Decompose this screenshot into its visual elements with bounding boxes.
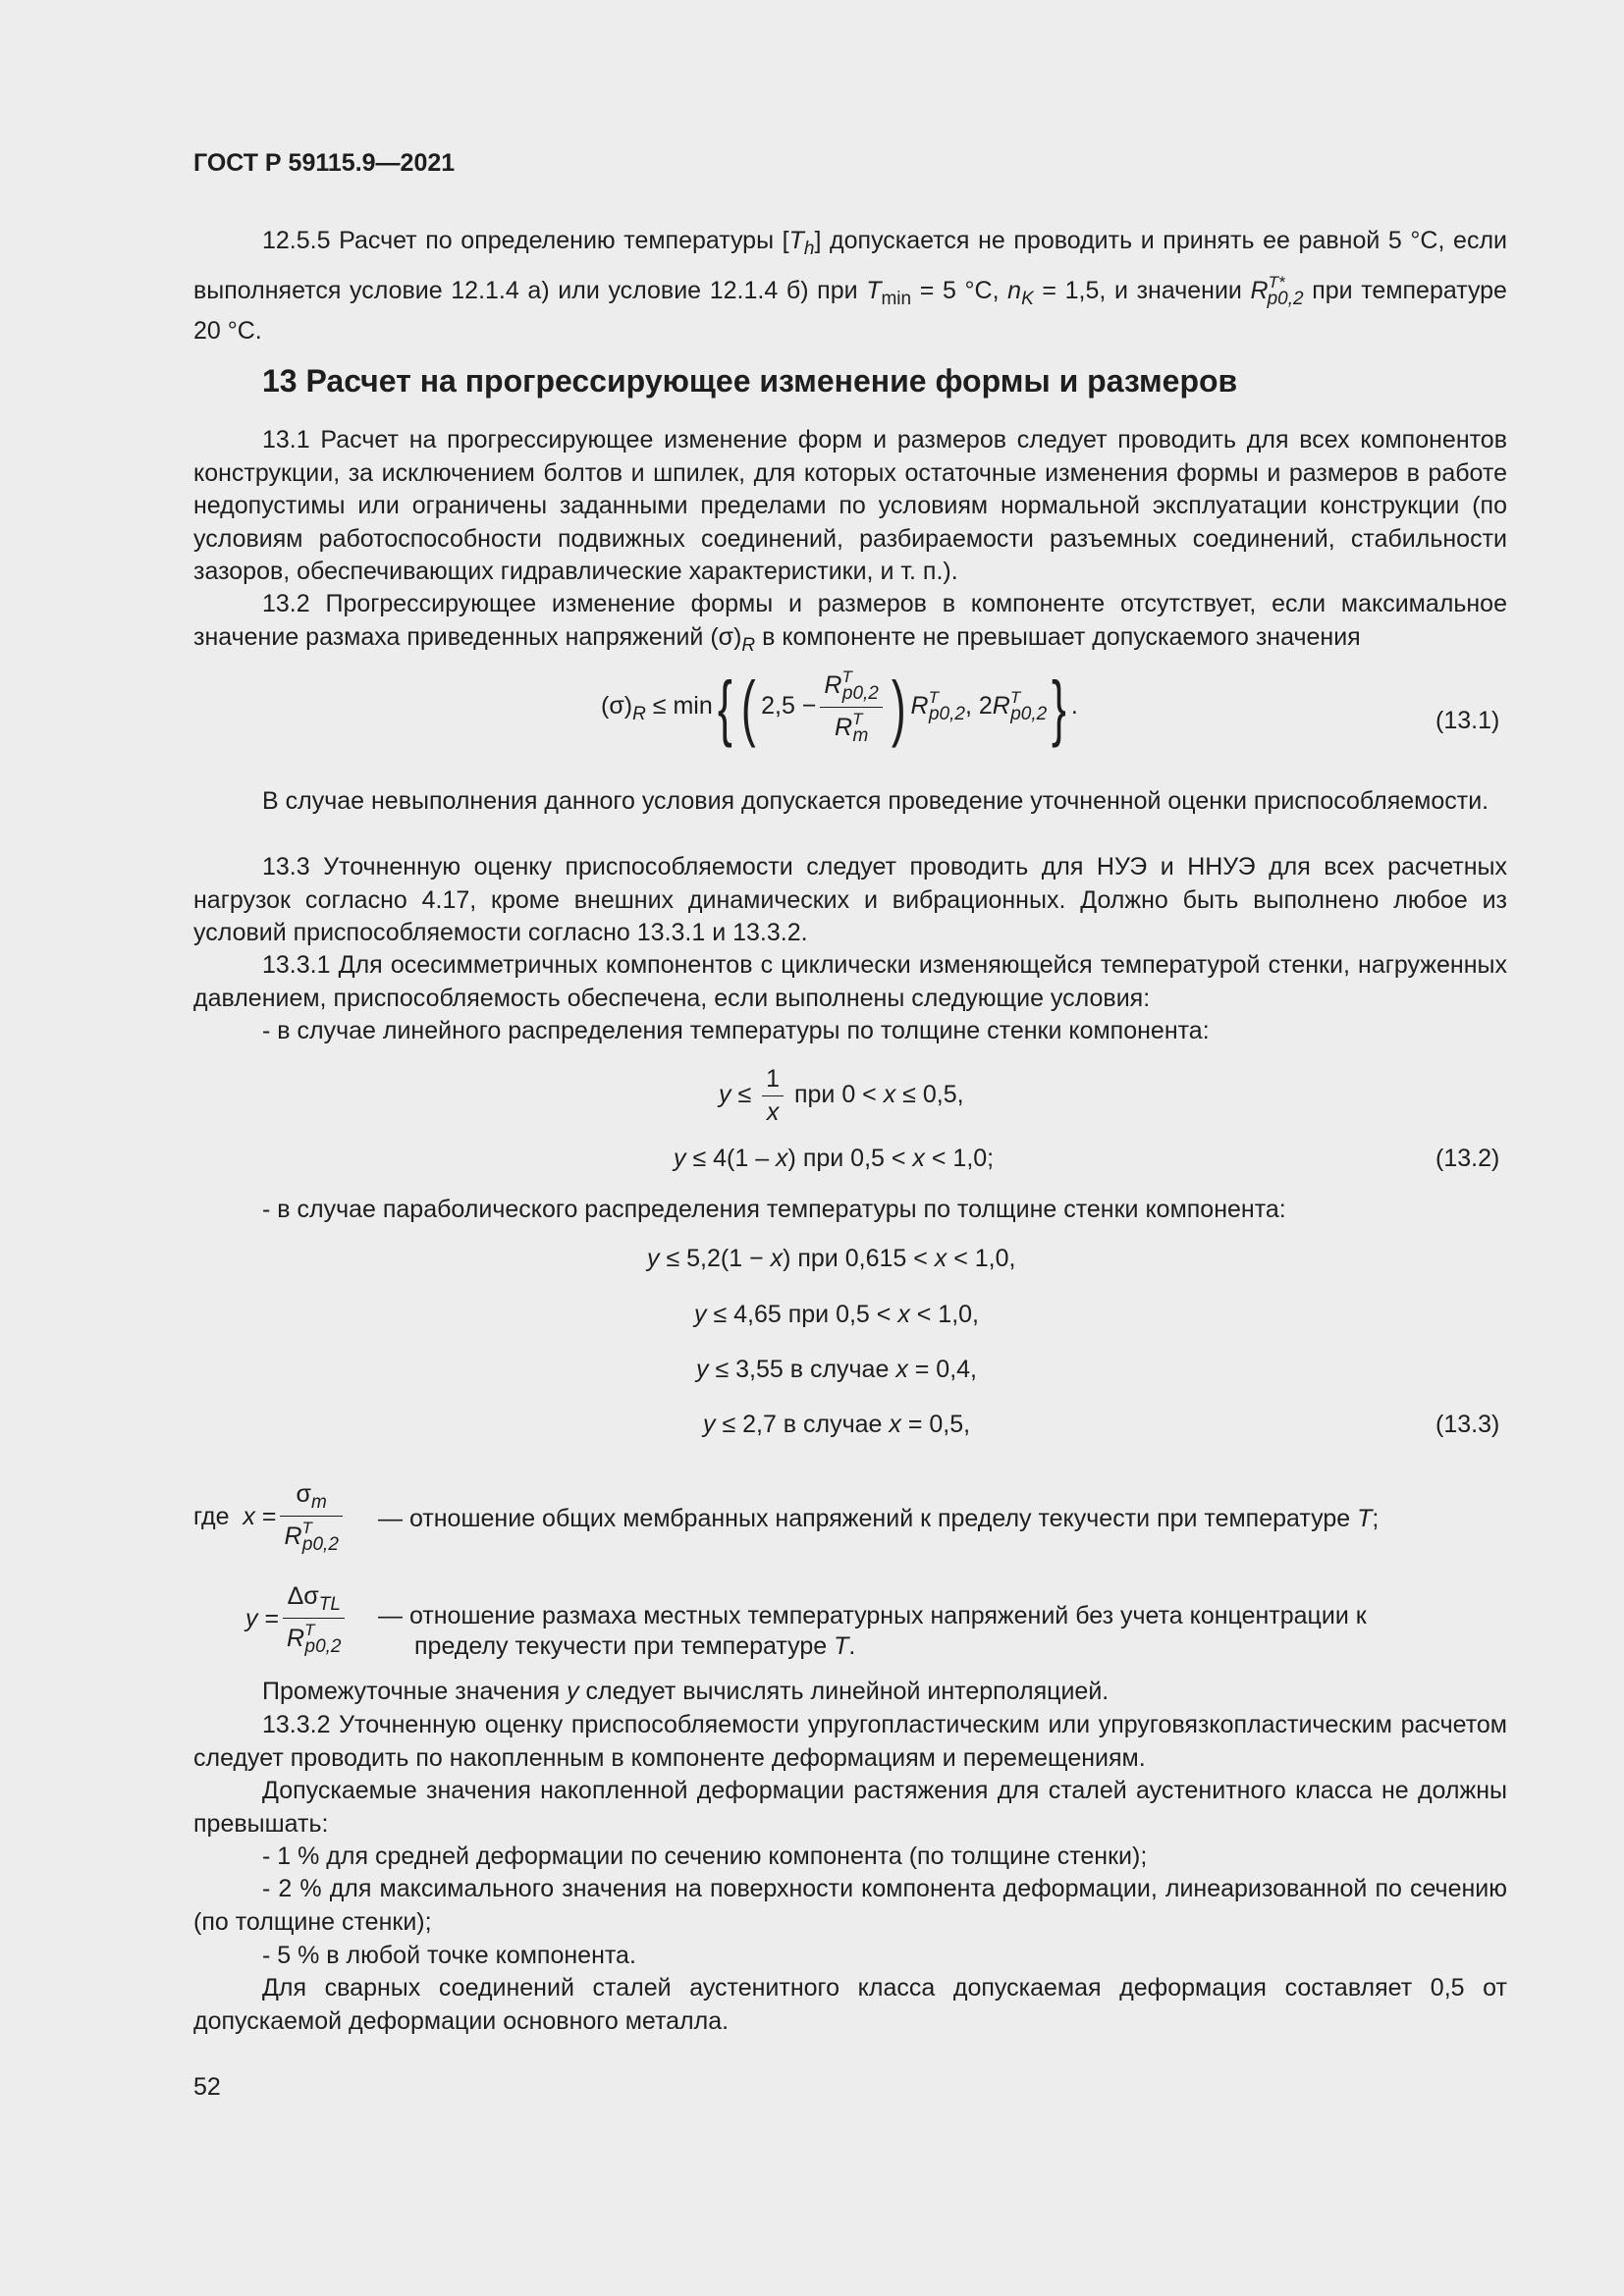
paragraph-13-3-2: 13.3.2 Уточненную оценку приспособляемости упругопластическим или упруговязкопластическим расчетом следует проводить по накопленным в компоненте деформациям и перемещениям.	[193, 1711, 1507, 1772]
eq-lhs: (σ)	[601, 692, 633, 721]
list-item: - 2 % для максимального значения на поверхности компонента деформации, линеаризованной по сечению (по толщине стенки);	[193, 1875, 1507, 1936]
equation-number-13-3: (13.3)	[1435, 1411, 1500, 1438]
var: n	[1007, 276, 1022, 304]
sub: h	[803, 239, 815, 259]
sup: T*	[1268, 272, 1285, 292]
equation-number-13-2: (13.2)	[1435, 1145, 1500, 1172]
text: < 1,0,	[909, 1301, 980, 1328]
var: R	[1250, 276, 1269, 304]
paragraph-allowable: Допускаемые значения накопленной деформации растяжения для сталей аустенитного класса не должны превышать:	[193, 1777, 1507, 1838]
text: 13.2 Прогрессирующее изменение формы и размеров в компоненте отсутствует, если максимальное значение размаха приведенных напряжений (σ)	[193, 590, 1507, 651]
sub: p0,2	[841, 683, 879, 704]
eq-const: 2,5 −	[761, 692, 817, 721]
var: y	[696, 1356, 709, 1383]
equation-13-2-line-2	[674, 1145, 994, 1173]
text: = 1,5, и значении	[1033, 276, 1251, 304]
var: x	[776, 1145, 788, 1172]
equation-13-2-line-1	[719, 1065, 964, 1127]
sub: R	[741, 634, 756, 656]
where-word: где	[193, 1503, 230, 1531]
equation-13-1	[601, 667, 1078, 747]
list-item-parabolic: - в случае параболического распределения температуры по толщине стенки компонента:	[262, 1196, 1286, 1223]
page-number: 52	[193, 2073, 221, 2101]
text: < 1,0;	[924, 1145, 995, 1172]
text: ≤ 0,5,	[895, 1081, 964, 1109]
var: R	[992, 692, 1010, 721]
equation-13-3-line-2	[694, 1301, 979, 1329]
text: при 0 <	[787, 1081, 884, 1109]
equation-13-3-line-3	[696, 1356, 977, 1384]
text: при температуре 20 °С.	[193, 276, 1507, 345]
eq-end: .	[1070, 692, 1078, 721]
sup: T	[841, 667, 852, 686]
sup: T	[1009, 688, 1021, 708]
eq-sep: , 2	[964, 692, 993, 721]
equation-number-13-1: (13.1)	[1435, 707, 1500, 734]
sub: m	[852, 725, 869, 746]
text: = 5 °С,	[911, 276, 1008, 304]
var: y	[647, 1245, 660, 1272]
var: x	[889, 1411, 901, 1438]
var: y	[245, 1605, 258, 1633]
sub: K	[1021, 288, 1034, 309]
standard-code: ГОСТ Р 59115.9—2021	[193, 149, 456, 177]
text: ≤ 5,2(1 −	[659, 1245, 771, 1272]
fraction: $\frac{\sigma_m}{R^T_{p0,2}}$	[280, 1480, 342, 1556]
sub: p0,2	[928, 704, 965, 725]
paragraph-weld: Для сварных соединений сталей аустенитного класса допускаемая деформация составляет 0,5 от допускаемой деформации основного металла.	[193, 1974, 1507, 2035]
brace-close: }	[1052, 666, 1066, 748]
text: ) при 0,615 <	[783, 1245, 935, 1272]
text: 12.5.5 Расчет по определению температуры [	[262, 227, 789, 254]
list-item-linear: - в случае линейного распределения температуры по толщине стенки компонента:	[262, 1017, 1210, 1044]
text: = 0,4,	[907, 1356, 978, 1383]
sub: min	[881, 288, 912, 309]
var: T	[788, 227, 804, 254]
text: ] допускается не проводить и принять ее равной 5 °С, если выполняется условие 12.1.4 а) или условие 12.1.4 б) при	[193, 227, 1507, 304]
sub: p0,2	[1010, 704, 1048, 725]
var: x	[897, 1301, 910, 1328]
eq-rel: ≤ min	[645, 692, 713, 721]
list-item: - 1 % для средней деформации по сечению компонента (по толщине стенки);	[262, 1842, 1148, 1870]
paren-close: )	[891, 666, 906, 748]
fraction: $\frac{\Delta\sigma_{TL}}{R^T_{p0,2}}$	[283, 1582, 345, 1658]
paragraph-interpolation: Промежуточные значения y следует вычислять линейной интерполяцией.	[262, 1678, 1110, 1705]
text: ≤ 3,55 в случае	[708, 1356, 896, 1383]
var: y	[694, 1301, 707, 1328]
fraction: $\frac{1}{x}$	[762, 1065, 784, 1127]
sup: T	[928, 688, 939, 708]
paragraph-13-3-1: 13.3.1 Для осесимметричных компонентов с циклически изменяющейся температурой стенки, нагруженных давлением, приспособляемость обеспечена, если выполнены следующие условия:	[193, 951, 1507, 1012]
brace-open: {	[717, 666, 732, 748]
text: ≤ 4,65 при 0,5 <	[706, 1301, 898, 1328]
definition-y-text-2: пределу текучести при температуре T.	[414, 1632, 856, 1660]
definition-x-text: — отношение общих мембранных напряжений к пределу текучести при температуре T;	[378, 1505, 1380, 1532]
paren-open: (	[741, 666, 757, 748]
sub: p0,2	[1267, 288, 1304, 309]
definition-y-text: — отношение размаха местных температурных напряжений без учета концентрации к	[378, 1602, 1367, 1629]
eq: =	[257, 1605, 280, 1633]
text: ) при 0,5 <	[787, 1145, 913, 1172]
var: x	[934, 1245, 947, 1272]
text: в компоненте не превышает допускаемого значения	[755, 622, 1361, 651]
paragraph-fail: В случае невыполнения данного условия допускается проведение уточненной оценки приспособляемости.	[262, 787, 1489, 815]
var: x	[883, 1081, 896, 1109]
definition-x	[193, 1480, 1380, 1556]
paragraph-13-1: 13.1 Расчет на прогрессирующее изменение форм и размеров следует проводить для всех компонентов конструкции, за исключением болтов и шпилек, для которых остаточные изменения формы и размеров в работе недопустимы или ограничены заданными пределами по условиям нормальной эксплуатации конструкции (по условиям работоспособности подвижных соединений, разбираемости разъемных соединений, стабильности зазоров, обеспечивающих гидравлические характеристики, и т. п.).	[193, 426, 1507, 585]
var: y	[703, 1411, 716, 1438]
var: y	[674, 1145, 686, 1172]
var: x	[770, 1245, 784, 1272]
text: = 0,5,	[900, 1411, 971, 1438]
eq-rel: ≤	[731, 1081, 759, 1109]
eq: =	[254, 1503, 277, 1531]
definition-y	[245, 1582, 349, 1658]
var: R	[824, 671, 842, 699]
paragraph-13-3: 13.3 Уточненную оценку приспособляемости следует проводить для НУЭ и ННУЭ для всех расчетных нагрузок согласно 4.17, кроме внешних динамических и вибрационных. Должно быть выполнено любое из условий приспособляемости согласно 13.3.1 и 13.3.2.	[193, 853, 1507, 946]
var: x	[243, 1503, 255, 1531]
text: ≤ 4(1 –	[685, 1145, 777, 1172]
equation-13-3-line-1	[647, 1245, 1015, 1273]
text: ≤ 2,7 в случае	[715, 1411, 890, 1438]
var: R	[835, 714, 853, 741]
paragraph-13-2	[193, 588, 1507, 662]
section-13-heading: 13 Расчет на прогрессирующее изменение формы и размеров	[262, 363, 1238, 399]
var: x	[912, 1145, 925, 1172]
sup: T	[852, 710, 863, 728]
paragraph-12-5-5	[193, 225, 1507, 348]
var: y	[719, 1081, 731, 1109]
var: T	[866, 276, 882, 304]
fraction	[820, 667, 882, 747]
sub: R	[632, 704, 646, 725]
text: < 1,0,	[947, 1245, 1016, 1272]
var: x	[895, 1356, 908, 1383]
equation-13-3-line-4	[703, 1411, 970, 1439]
list-item: - 5 % в любой точке компонента.	[262, 1942, 636, 1969]
var: R	[910, 692, 929, 721]
